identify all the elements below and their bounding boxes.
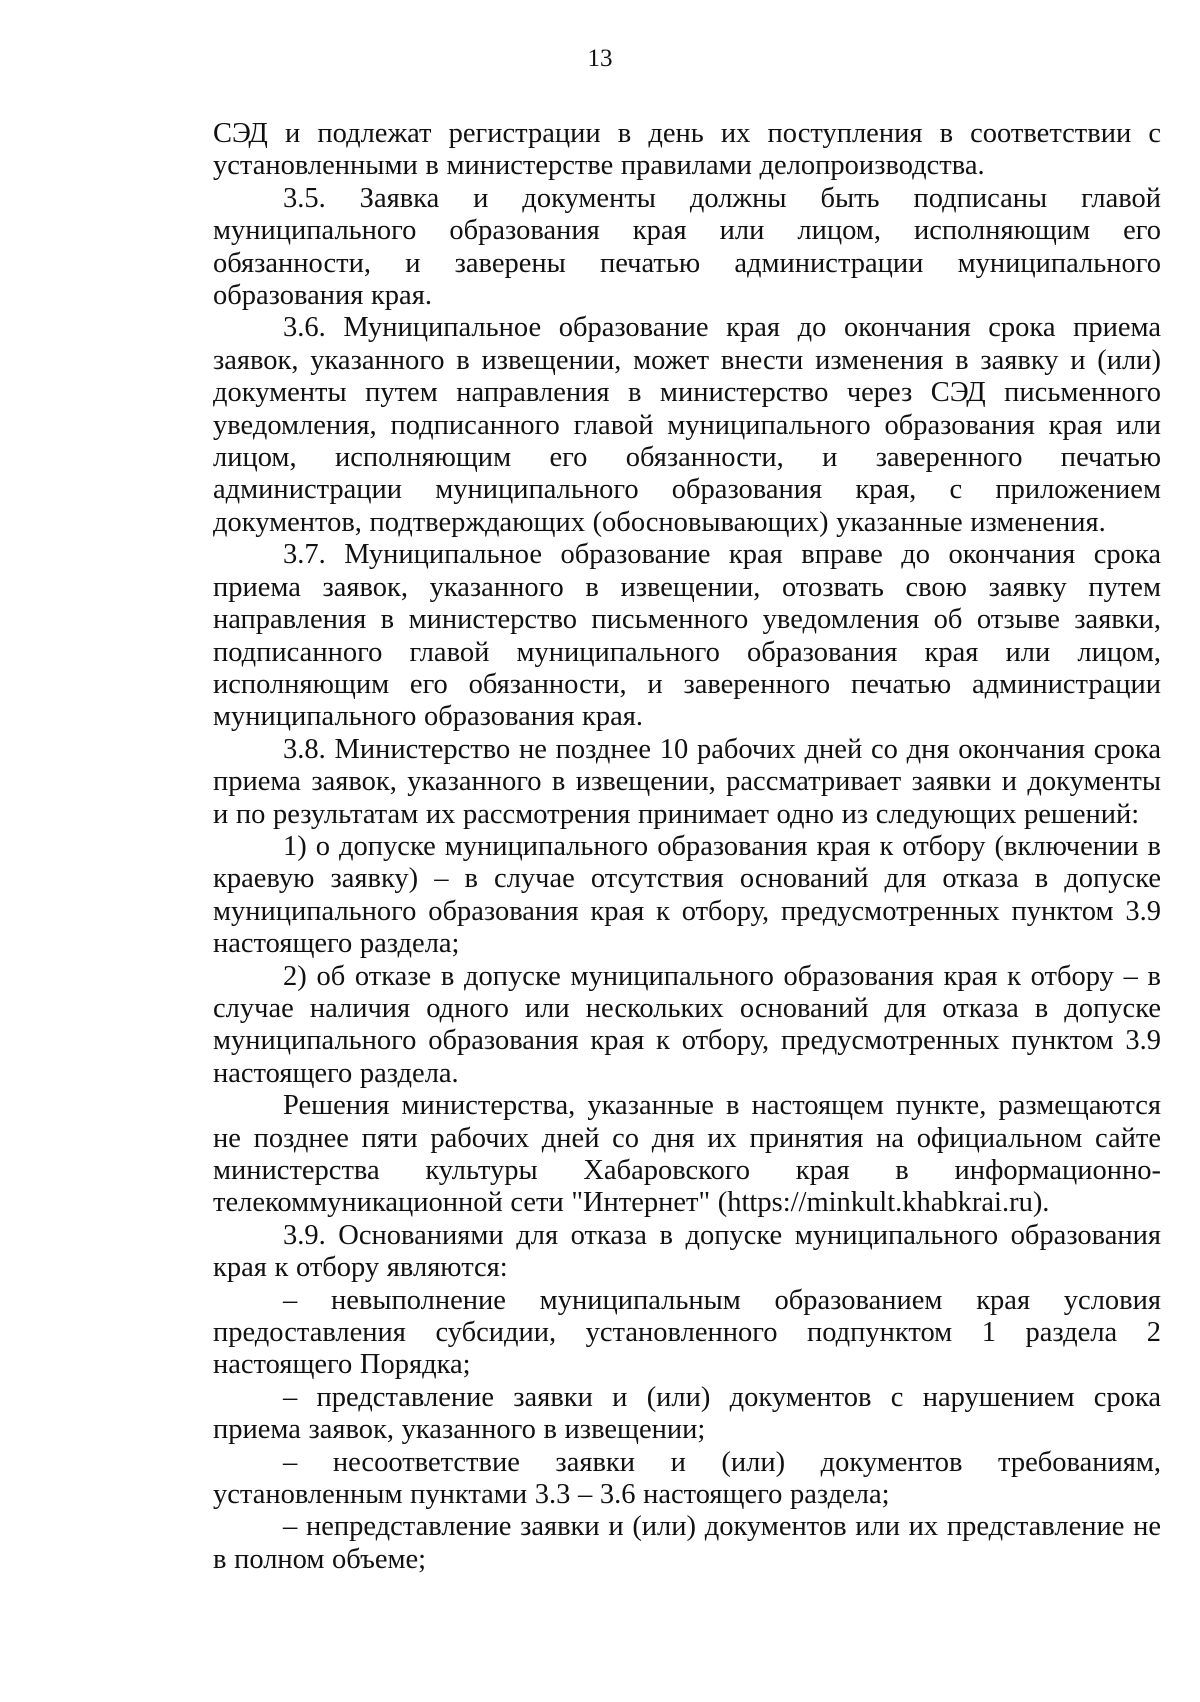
paragraph-3-8: 3.8. Министерство не позднее 10 рабочих дней со дня окончания срока приема заявок, указанного в извещении, рассматривает заявки и документы и по результатам их рассмотрения принимает одно из следующих решений: bbox=[213, 733, 1161, 830]
paragraph-3-9-item-2: – представление заявки и (или) документов с нарушением срока приема заявок, указанного в извещении; bbox=[213, 1381, 1161, 1446]
paragraph-3-9: 3.9. Основаниями для отказа в допуске муниципального образования края к отбору являются: bbox=[213, 1219, 1161, 1284]
paragraph-3-9-item-4: – непредставление заявки и (или) документов или их представление не в полном объеме; bbox=[213, 1511, 1161, 1575]
paragraph-3-7: 3.7. Муниципальное образование края вправе до окончания срока приема заявок, указанного в извещении, отозвать свою заявку путем направления в министерство письменного уведомления об отзыве заявки, подписанного главой муниципального образования края или лицом, исполняющим его обязанности, и заверенного печатью администрации муниципального образования края. bbox=[213, 539, 1161, 733]
page-number: 13 bbox=[587, 45, 613, 72]
document-body bbox=[213, 118, 1161, 1576]
paragraph-3-8-item-1: 1) о допуске муниципального образования края к отбору (включении в краевую заявку) – в случае отсутствия оснований для отказа в допуске муниципального образования края к отбору, предусмотренных пунктом 3.9 настоящего раздела; bbox=[213, 830, 1161, 960]
paragraph-3-6: 3.6. Муниципальное образование края до окончания срока приема заявок, указанного в извещении, может внести изменения в заявку и (или) документы путем направления в министерство через СЭД письменного уведомления, подписанного главой муниципального образования края или лицом, исполняющим его обязанности, и заверенного печатью администрации муниципального образования края, с приложением документов, подтверждающих (обосновывающих) указанные изменения. bbox=[213, 312, 1161, 538]
paragraph-3-5: 3.5. Заявка и документы должны быть подписаны главой муниципального образования края или лицом, исполняющим его обязанности, и заверены печатью администрации муниципального образования края. bbox=[213, 182, 1161, 312]
paragraph-3-8-publication: Решения министерства, указанные в настоящем пункте, размещаются не позднее пяти рабочих дней со дня их принятия на официальном сайте министерства культуры Хабаровского края в информационно-телекоммуникационной сети "Интернет" (https://minkult.khabkrai.ru). bbox=[213, 1090, 1161, 1219]
paragraph-3-9-item-3: – несоответствие заявки и (или) документов требованиям, установленным пунктами 3.3 – 3.6 настоящего раздела; bbox=[213, 1446, 1161, 1511]
paragraph-3-8-item-2: 2) об отказе в допуске муниципального образования края к отбору – в случае наличия одного или нескольких оснований для отказа в допуске муниципального образования края к отбору, предусмотренных пунктом 3.9 настоящего раздела. bbox=[213, 960, 1161, 1089]
paragraph-continuation: СЭД и подлежат регистрации в день их поступления в соответствии с установленными в министерстве правилами делопроизводства. bbox=[213, 118, 1161, 182]
paragraph-3-9-item-1: – невыполнение муниципальным образованием края условия предоставления субсидии, установленного подпунктом 1 раздела 2 настоящего Порядка; bbox=[213, 1284, 1161, 1381]
